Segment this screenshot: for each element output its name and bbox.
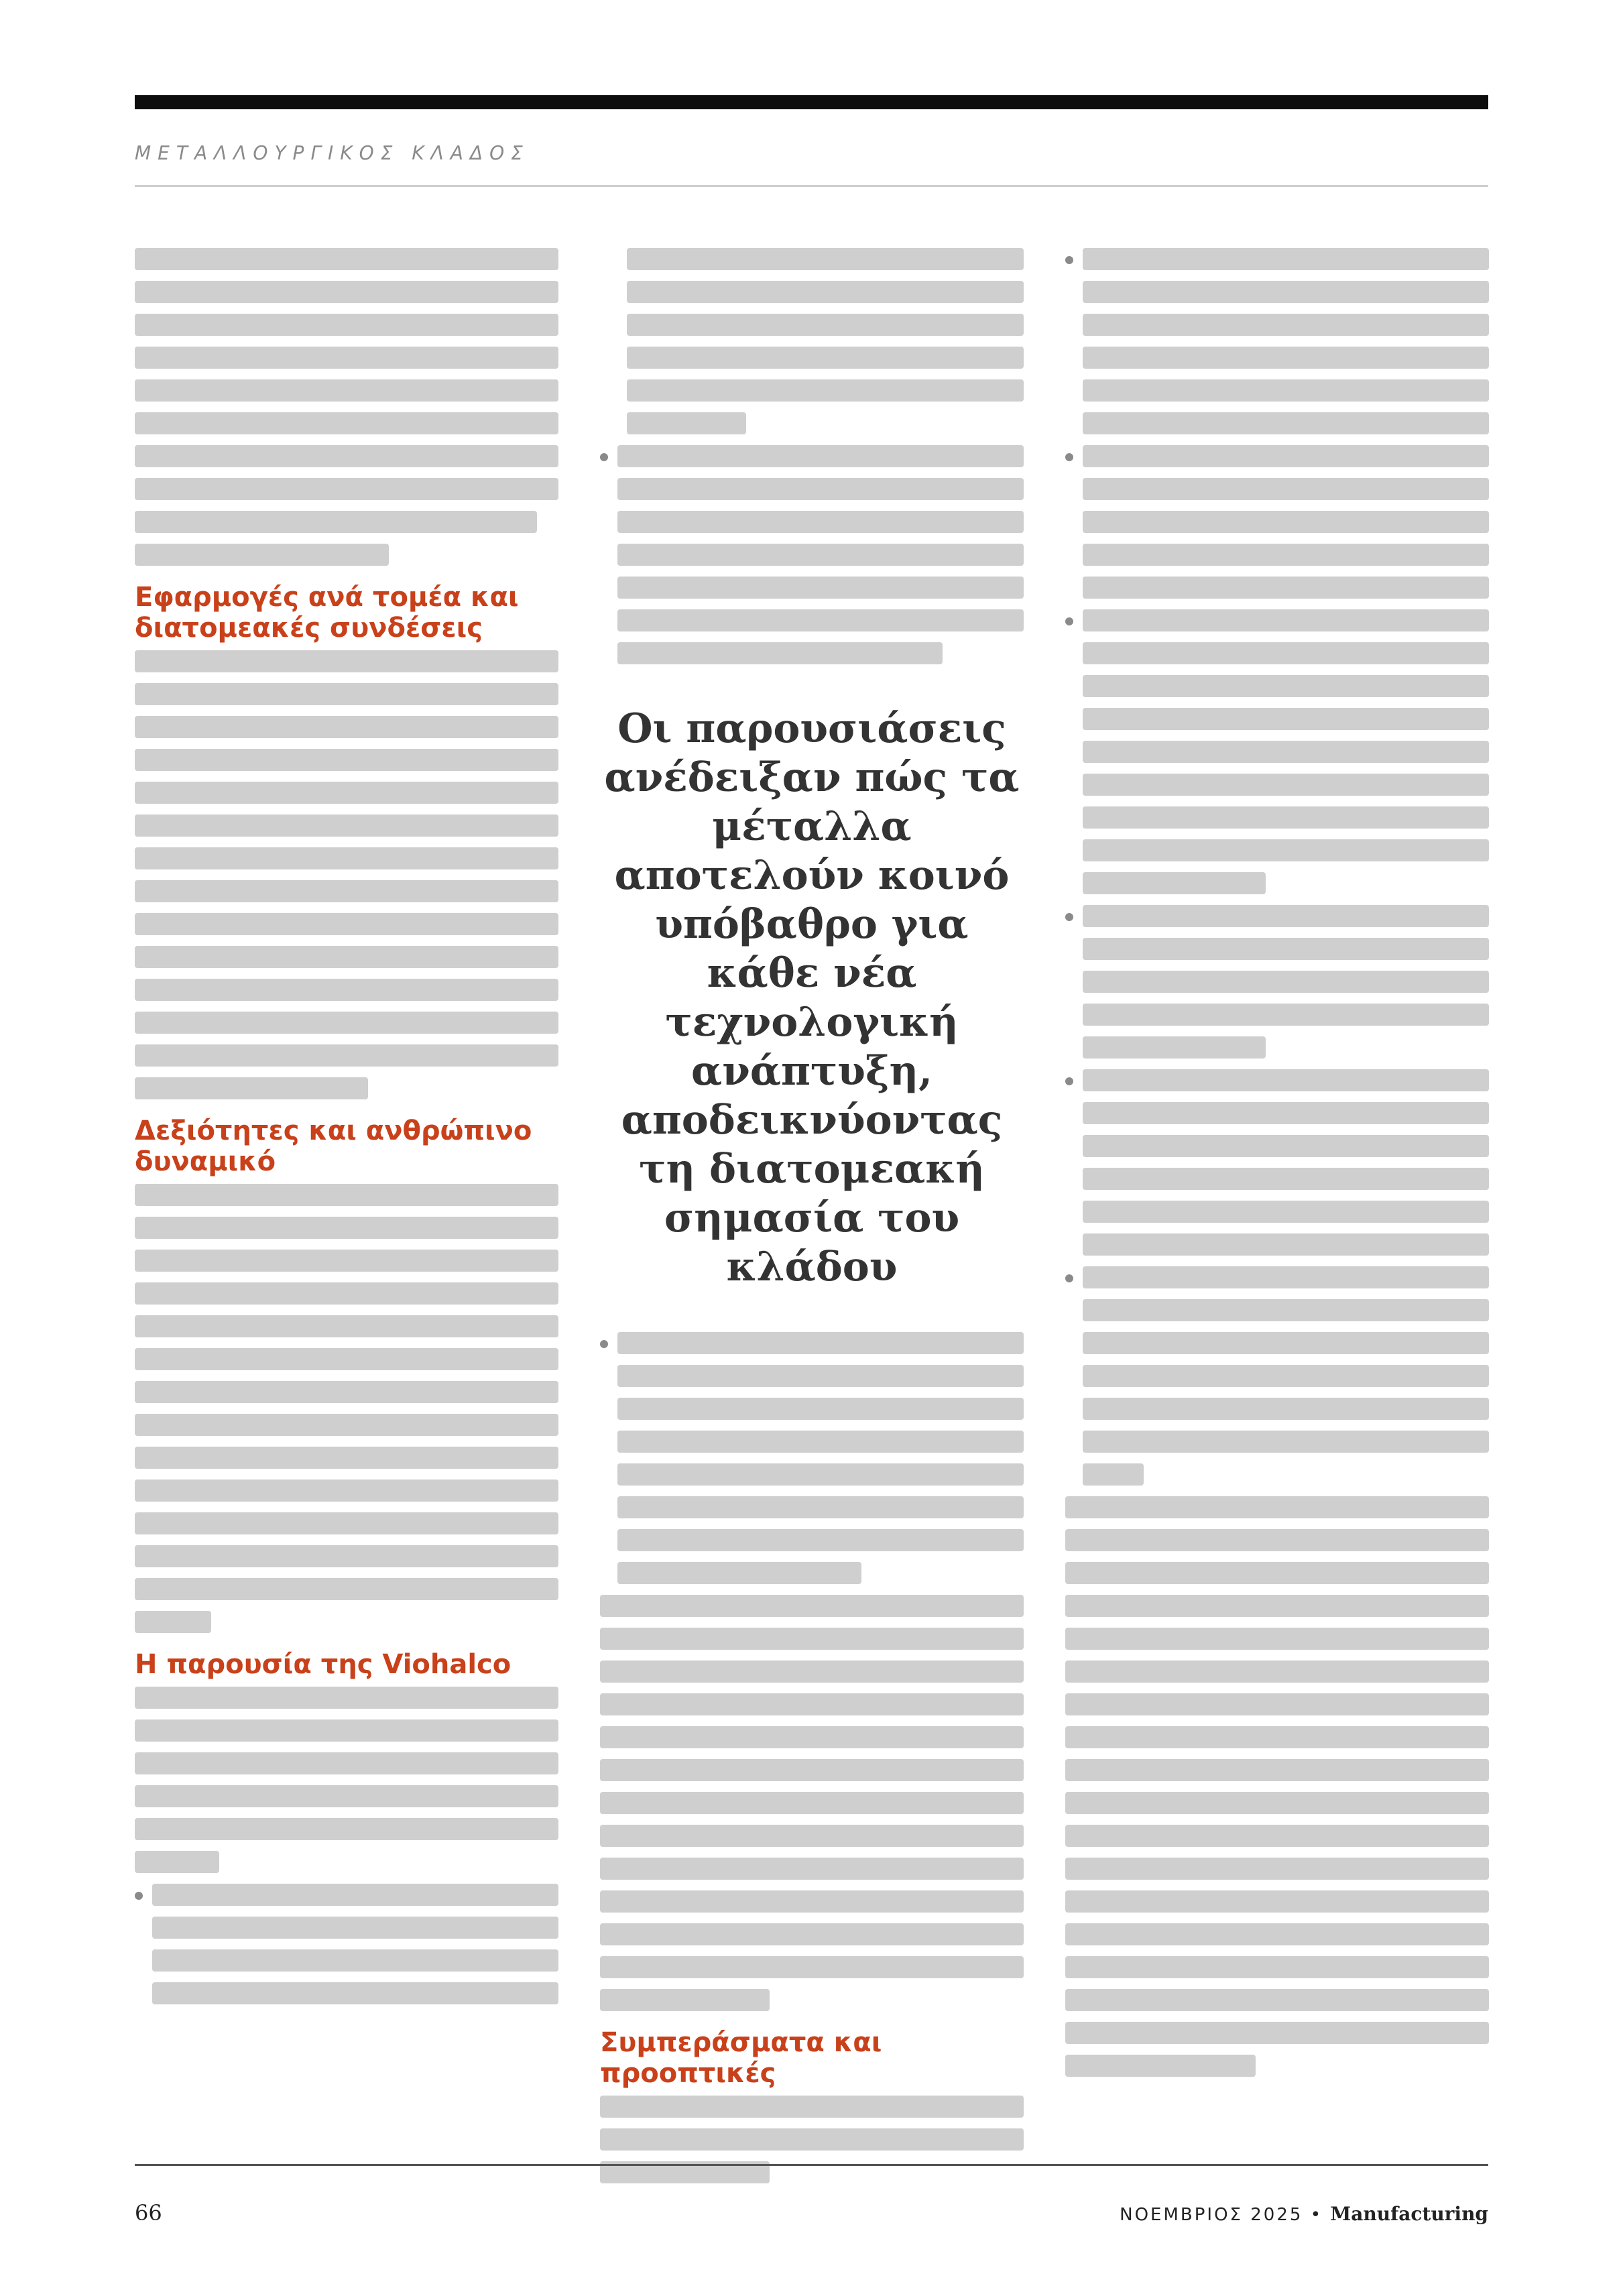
list-item bbox=[135, 1884, 558, 2004]
paragraph bbox=[135, 1687, 558, 1873]
footer-separator: • bbox=[1310, 2205, 1323, 2225]
subheading: Εφαρμογές ανά τομέα και διατομεακές συνδέσεις bbox=[135, 582, 519, 644]
paragraph bbox=[135, 1184, 558, 1633]
bullet-icon bbox=[1065, 1274, 1073, 1282]
issue-date: ΝΟΕΜΒΡΙΟΣ 2025 bbox=[1120, 2205, 1303, 2225]
footer-issue bbox=[1120, 2203, 1488, 2225]
list-item bbox=[1065, 1266, 1489, 1486]
list-item bbox=[1065, 445, 1489, 599]
subheading: Η παρουσία της Viohalco bbox=[135, 1649, 512, 1680]
section-label: ΜΕΤΑΛΛΟΥΡΓΙΚΟΣ ΚΛΑΔΟΣ bbox=[135, 142, 530, 164]
paragraph bbox=[600, 2096, 1024, 2183]
header-divider bbox=[135, 185, 1488, 187]
list-item bbox=[1065, 1069, 1489, 1256]
bullet-icon bbox=[135, 1892, 143, 1900]
paragraph bbox=[600, 1595, 1024, 2011]
bullet-icon bbox=[1065, 913, 1073, 921]
pull-quote: Οι παρουσιάσεις ανέδειξαν πώς τα μέταλλα αποτελούν κοινό υπόβαθρο για κάθε νέα τεχνολογική ανάπτυξη, αποδεικνύοντας τη διατομεακή σημασία του κλάδου bbox=[604, 705, 1020, 1290]
list-item bbox=[1065, 905, 1489, 1059]
bullet-icon bbox=[1065, 617, 1073, 625]
paragraph bbox=[135, 650, 558, 1099]
magazine-name: Manufacturing bbox=[1330, 2203, 1488, 2225]
bullet-icon bbox=[1065, 256, 1073, 264]
column-2 bbox=[600, 248, 1024, 2183]
paragraph bbox=[600, 248, 1024, 434]
bullet-icon bbox=[600, 453, 608, 461]
bullet-icon bbox=[600, 1340, 608, 1348]
list-item bbox=[1065, 248, 1489, 434]
paragraph bbox=[1065, 1496, 1489, 2077]
subheading: Συμπεράσματα και προοπτικές bbox=[600, 2027, 882, 2089]
list-item bbox=[600, 1332, 1024, 1584]
subheading: Δεξιότητες και ανθρώπινο δυναμικό bbox=[135, 1115, 532, 1177]
list-item bbox=[1065, 609, 1489, 894]
bullet-icon bbox=[1065, 1077, 1073, 1085]
list-item bbox=[600, 445, 1024, 664]
top-rule-bar bbox=[135, 95, 1488, 109]
column-3 bbox=[1065, 248, 1489, 2077]
paragraph bbox=[135, 248, 558, 566]
page-number: 66 bbox=[135, 2200, 162, 2226]
column-1 bbox=[135, 248, 558, 2004]
bullet-icon bbox=[1065, 453, 1073, 461]
footer-divider bbox=[135, 2164, 1488, 2166]
